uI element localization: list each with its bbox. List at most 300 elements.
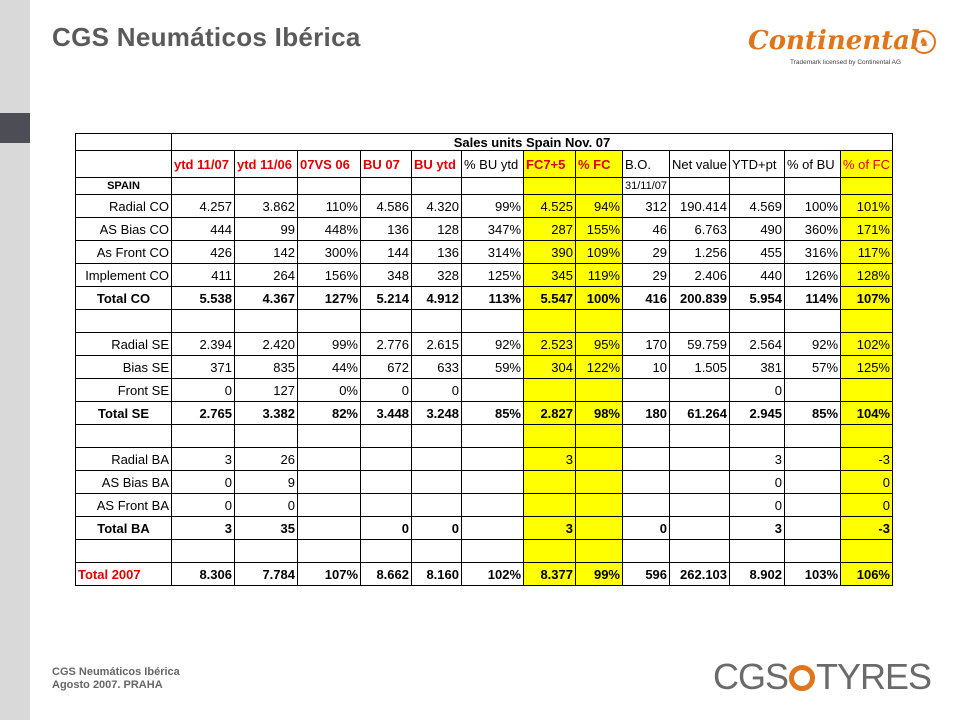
table-cell: 125%: [841, 356, 893, 379]
table-cell: 3: [524, 517, 576, 540]
table-cell: 85%: [785, 402, 841, 425]
column-header: Net value: [670, 151, 730, 178]
table-cell: [730, 425, 785, 448]
table-cell: [235, 425, 298, 448]
table-row: [76, 471, 893, 494]
table-cell: [361, 494, 412, 517]
table-cell: 0: [412, 379, 462, 402]
table-cell: 490: [730, 218, 785, 241]
table-cell: [462, 448, 524, 471]
row-label: Total 2007: [76, 563, 172, 586]
table-cell: 2.827: [524, 402, 576, 425]
footer-date: Agosto 2007. PRAHA: [52, 679, 163, 691]
table-cell: 4.320: [412, 195, 462, 218]
row-label: Radial BA: [76, 448, 172, 471]
continental-logo: [748, 26, 938, 70]
column-header: 07VS 06: [298, 151, 361, 178]
table-cell: 348: [361, 264, 412, 287]
table-cell: 26: [235, 448, 298, 471]
table-row: [76, 195, 893, 218]
date-note: 31/11/07: [623, 178, 670, 195]
row-label: As Front CO: [76, 241, 172, 264]
table-cell: 156%: [298, 264, 361, 287]
table-cell: 136: [361, 218, 412, 241]
table-cell: 440: [730, 264, 785, 287]
table-cell: [576, 494, 623, 517]
table-cell: [298, 540, 361, 563]
table-cell: [361, 310, 412, 333]
table-cell: 5.954: [730, 287, 785, 310]
cgs-logo-right: TYRES: [816, 656, 932, 697]
table-cell: 314%: [462, 241, 524, 264]
row-label: Total CO: [76, 287, 172, 310]
table-cell: 4.586: [361, 195, 412, 218]
table-cell: [576, 379, 623, 402]
table-cell: [172, 310, 235, 333]
table-cell: [462, 379, 524, 402]
table-cell: 0: [730, 379, 785, 402]
table-cell: 125%: [462, 264, 524, 287]
table-cell: 94%: [576, 195, 623, 218]
table-cell: 99%: [298, 333, 361, 356]
table-row: [76, 448, 893, 471]
table-cell: 3.862: [235, 195, 298, 218]
table-cell: 448%: [298, 218, 361, 241]
table-cell: 312: [623, 195, 670, 218]
row-label: Total BA: [76, 517, 172, 540]
table-cell: [524, 540, 576, 563]
table-cell: 3: [172, 448, 235, 471]
table-cell: [623, 448, 670, 471]
subheader-cell: [172, 178, 235, 195]
table-cell: [412, 494, 462, 517]
table-cell: [576, 310, 623, 333]
table-cell: [412, 425, 462, 448]
table-cell: 180: [623, 402, 670, 425]
column-header: % BU ytd: [462, 151, 524, 178]
table-row: [76, 379, 893, 402]
table-cell: 110%: [298, 195, 361, 218]
table-cell: 155%: [576, 218, 623, 241]
table-cell: 190.414: [670, 195, 730, 218]
table-cell: [298, 448, 361, 471]
table-title-row: [76, 134, 893, 151]
subheader-cell: [462, 178, 524, 195]
table-cell: [361, 471, 412, 494]
footer-text: [52, 666, 180, 692]
table-cell: 99%: [462, 195, 524, 218]
table-row: [76, 333, 893, 356]
column-header: B.O.: [623, 151, 670, 178]
table-cell: 455: [730, 241, 785, 264]
table-cell: [361, 540, 412, 563]
table-cell: [785, 310, 841, 333]
table-cell: [172, 540, 235, 563]
total-row: [76, 563, 893, 586]
table-cell: [670, 310, 730, 333]
total-row: [76, 287, 893, 310]
table-cell: [841, 425, 893, 448]
row-label: [76, 310, 172, 333]
left-accent-block: [0, 113, 30, 143]
cgs-logo-left: CGS: [713, 656, 789, 697]
table-row: [76, 241, 893, 264]
table-cell: 82%: [298, 402, 361, 425]
table-cell: 0: [730, 494, 785, 517]
subheader-cell: [361, 178, 412, 195]
sales-table-container: [75, 133, 893, 586]
table-cell: 98%: [576, 402, 623, 425]
table-cell: 85%: [462, 402, 524, 425]
table-cell: 0: [172, 494, 235, 517]
table-cell: [524, 425, 576, 448]
table-cell: 0: [841, 471, 893, 494]
table-cell: [730, 310, 785, 333]
tyre-ring-icon: [789, 665, 815, 691]
table-cell: 95%: [576, 333, 623, 356]
table-cell: [576, 448, 623, 471]
table-cell: 5.214: [361, 287, 412, 310]
spacer-row: [76, 310, 893, 333]
table-cell: 44%: [298, 356, 361, 379]
table-cell: 128: [412, 218, 462, 241]
table-cell: 117%: [841, 241, 893, 264]
table-cell: 99%: [576, 563, 623, 586]
table-cell: 4.569: [730, 195, 785, 218]
table-cell: [576, 540, 623, 563]
left-accent-bar: [0, 0, 30, 720]
table-cell: 107%: [841, 287, 893, 310]
table-cell: [670, 425, 730, 448]
table-cell: [298, 310, 361, 333]
table-cell: 0: [412, 517, 462, 540]
table-cell: 1.256: [670, 241, 730, 264]
column-header: FC7+5: [524, 151, 576, 178]
table-cell: [623, 471, 670, 494]
table-cell: [462, 540, 524, 563]
column-header: ytd 11/06: [235, 151, 298, 178]
table-cell: [785, 471, 841, 494]
table-cell: 328: [412, 264, 462, 287]
table-cell: 2.564: [730, 333, 785, 356]
table-cell: 106%: [841, 563, 893, 586]
row-label: Bias SE: [76, 356, 172, 379]
table-cell: 128%: [841, 264, 893, 287]
trademark-text: Trademark licensed by Continental AG: [790, 59, 902, 66]
table-cell: [524, 379, 576, 402]
table-cell: 144: [361, 241, 412, 264]
table-cell: 5.547: [524, 287, 576, 310]
table-cell: [841, 310, 893, 333]
table-cell: 264: [235, 264, 298, 287]
table-cell: 426: [172, 241, 235, 264]
table-cell: [412, 540, 462, 563]
table-cell: 102%: [841, 333, 893, 356]
table-cell: 287: [524, 218, 576, 241]
table-cell: [462, 425, 524, 448]
table-cell: 200.839: [670, 287, 730, 310]
table-cell: 3.382: [235, 402, 298, 425]
table-cell: 100%: [785, 195, 841, 218]
table-cell: [785, 540, 841, 563]
table-cell: [785, 448, 841, 471]
table-cell: 316%: [785, 241, 841, 264]
table-cell: 2.776: [361, 333, 412, 356]
table-row: [76, 264, 893, 287]
table-cell: 9: [235, 471, 298, 494]
table-cell: 126%: [785, 264, 841, 287]
table-cell: 127%: [298, 287, 361, 310]
table-cell: [670, 379, 730, 402]
column-header: % FC: [576, 151, 623, 178]
table-cell: 371: [172, 356, 235, 379]
table-cell: 0: [361, 379, 412, 402]
table-cell: [361, 425, 412, 448]
page-title: CGS Neumáticos Ibérica: [52, 22, 361, 52]
table-cell: [524, 471, 576, 494]
table-cell: [298, 471, 361, 494]
table-cell: 57%: [785, 356, 841, 379]
table-cell: [785, 379, 841, 402]
subheader-cell: [298, 178, 361, 195]
table-cell: 0: [361, 517, 412, 540]
table-cell: -3: [841, 517, 893, 540]
table-cell: [576, 471, 623, 494]
table-cell: [670, 540, 730, 563]
table-cell: 360%: [785, 218, 841, 241]
table-cell: 59.759: [670, 333, 730, 356]
table-cell: [785, 494, 841, 517]
table-cell: 8.662: [361, 563, 412, 586]
row-label: Total SE: [76, 402, 172, 425]
table-cell: [235, 310, 298, 333]
subheader-cell: [235, 178, 298, 195]
table-cell: 8.306: [172, 563, 235, 586]
subheader-cell: [576, 178, 623, 195]
table-cell: 633: [412, 356, 462, 379]
table-cell: 104%: [841, 402, 893, 425]
table-cell: 2.945: [730, 402, 785, 425]
table-cell: 0: [172, 379, 235, 402]
table-cell: 2.420: [235, 333, 298, 356]
table-cell: 107%: [298, 563, 361, 586]
subheader-cell: [730, 178, 785, 195]
total-row: [76, 517, 893, 540]
table-cell: 3.248: [412, 402, 462, 425]
table-cell: [576, 517, 623, 540]
table-cell: 304: [524, 356, 576, 379]
table-cell: [412, 471, 462, 494]
table-cell: [361, 448, 412, 471]
table-cell: 10: [623, 356, 670, 379]
row-label: AS Bias BA: [76, 471, 172, 494]
table-cell: [623, 379, 670, 402]
table-cell: [298, 494, 361, 517]
table-title: Sales units Spain Nov. 07: [172, 134, 893, 151]
column-header: % of BU: [785, 151, 841, 178]
table-cell: 347%: [462, 218, 524, 241]
table-row: [76, 494, 893, 517]
table-cell: [670, 517, 730, 540]
row-label: Radial SE: [76, 333, 172, 356]
table-cell: 2.394: [172, 333, 235, 356]
table-cell: 3: [524, 448, 576, 471]
table-cell: 2.615: [412, 333, 462, 356]
table-cell: [462, 494, 524, 517]
table-cell: 2.765: [172, 402, 235, 425]
table-cell: 170: [623, 333, 670, 356]
table-cell: 99: [235, 218, 298, 241]
table-cell: [670, 448, 730, 471]
table-cell: 7.784: [235, 563, 298, 586]
table-cell: [623, 494, 670, 517]
table-cell: 835: [235, 356, 298, 379]
table-cell: 92%: [785, 333, 841, 356]
table-cell: [670, 494, 730, 517]
table-cell: [235, 540, 298, 563]
table-cell: 35: [235, 517, 298, 540]
table-cell: 61.264: [670, 402, 730, 425]
header-corner-cell: [76, 151, 172, 178]
table-cell: 4.367: [235, 287, 298, 310]
table-cell: 100%: [576, 287, 623, 310]
table-cell: [412, 448, 462, 471]
table-cell: 2.523: [524, 333, 576, 356]
table-cell: 29: [623, 241, 670, 264]
row-label: [76, 425, 172, 448]
row-header-spain: SPAIN: [76, 178, 172, 195]
table-cell: 113%: [462, 287, 524, 310]
table-cell: 0: [730, 471, 785, 494]
cgs-tyres-logo: [713, 656, 931, 698]
row-label: Radial CO: [76, 195, 172, 218]
subheader-cell: [524, 178, 576, 195]
table-cell: 3.448: [361, 402, 412, 425]
column-header-row: [76, 151, 893, 178]
footer-company: CGS Neumáticos Ibérica: [52, 666, 180, 678]
table-cell: 109%: [576, 241, 623, 264]
table-cell: 4.912: [412, 287, 462, 310]
table-cell: [670, 471, 730, 494]
table-cell: [524, 494, 576, 517]
table-cell: [298, 425, 361, 448]
subheader-cell: [841, 178, 893, 195]
table-cell: 171%: [841, 218, 893, 241]
table-row: [76, 218, 893, 241]
column-header: BU 07: [361, 151, 412, 178]
table-cell: [462, 310, 524, 333]
table-cell: 4.525: [524, 195, 576, 218]
table-cell: [841, 379, 893, 402]
table-cell: [412, 310, 462, 333]
table-cell: [785, 517, 841, 540]
table-cell: [524, 310, 576, 333]
table-cell: 6.763: [670, 218, 730, 241]
table-cell: 411: [172, 264, 235, 287]
table-cell: [785, 425, 841, 448]
table-cell: 0: [235, 494, 298, 517]
table-cell: 142: [235, 241, 298, 264]
table-cell: [462, 471, 524, 494]
sales-table: [75, 133, 893, 586]
subheader-cell: [670, 178, 730, 195]
column-header: ytd 11/07: [172, 151, 235, 178]
table-cell: [623, 310, 670, 333]
table-cell: 59%: [462, 356, 524, 379]
table-cell: 29: [623, 264, 670, 287]
table-cell: 46: [623, 218, 670, 241]
table-cell: [462, 517, 524, 540]
table-cell: 8.377: [524, 563, 576, 586]
column-header: % of FC: [841, 151, 893, 178]
table-cell: 127: [235, 379, 298, 402]
column-header: YTD+pt: [730, 151, 785, 178]
table-cell: 596: [623, 563, 670, 586]
table-cell: 103%: [785, 563, 841, 586]
table-cell: 3: [730, 517, 785, 540]
row-label: AS Bias CO: [76, 218, 172, 241]
table-cell: 4.257: [172, 195, 235, 218]
total-row: [76, 402, 893, 425]
column-header: BU ytd: [412, 151, 462, 178]
table-cell: 101%: [841, 195, 893, 218]
subheader-cell: [785, 178, 841, 195]
table-cell: 114%: [785, 287, 841, 310]
table-row: [76, 356, 893, 379]
table-cell: [730, 540, 785, 563]
row-label: [76, 540, 172, 563]
table-cell: 2.406: [670, 264, 730, 287]
spacer-row: [76, 540, 893, 563]
table-cell: 390: [524, 241, 576, 264]
table-cell: [623, 425, 670, 448]
table-cell: 119%: [576, 264, 623, 287]
column-subheader-row: [76, 178, 893, 195]
table-cell: 0: [841, 494, 893, 517]
table-cell: 3: [730, 448, 785, 471]
table-cell: 300%: [298, 241, 361, 264]
row-label: Front SE: [76, 379, 172, 402]
row-label: AS Front BA: [76, 494, 172, 517]
table-cell: 262.103: [670, 563, 730, 586]
table-cell: 122%: [576, 356, 623, 379]
table-cell: [298, 517, 361, 540]
table-cell: 136: [412, 241, 462, 264]
table-cell: 0%: [298, 379, 361, 402]
continental-logo-text: Continental: [748, 26, 920, 56]
row-label: Implement CO: [76, 264, 172, 287]
table-cell: [841, 540, 893, 563]
table-cell: [576, 425, 623, 448]
table-cell: 381: [730, 356, 785, 379]
table-cell: 416: [623, 287, 670, 310]
table-cell: 5.538: [172, 287, 235, 310]
table-cell: 444: [172, 218, 235, 241]
table-cell: [623, 540, 670, 563]
table-cell: 672: [361, 356, 412, 379]
table-cell: 0: [172, 471, 235, 494]
table-cell: 0: [623, 517, 670, 540]
table-cell: [172, 425, 235, 448]
table-cell: 1.505: [670, 356, 730, 379]
table-cell: 8.160: [412, 563, 462, 586]
subheader-cell: [412, 178, 462, 195]
table-first-cell: [76, 134, 172, 151]
table-cell: 345: [524, 264, 576, 287]
table-cell: -3: [841, 448, 893, 471]
table-cell: 102%: [462, 563, 524, 586]
table-cell: 8.902: [730, 563, 785, 586]
